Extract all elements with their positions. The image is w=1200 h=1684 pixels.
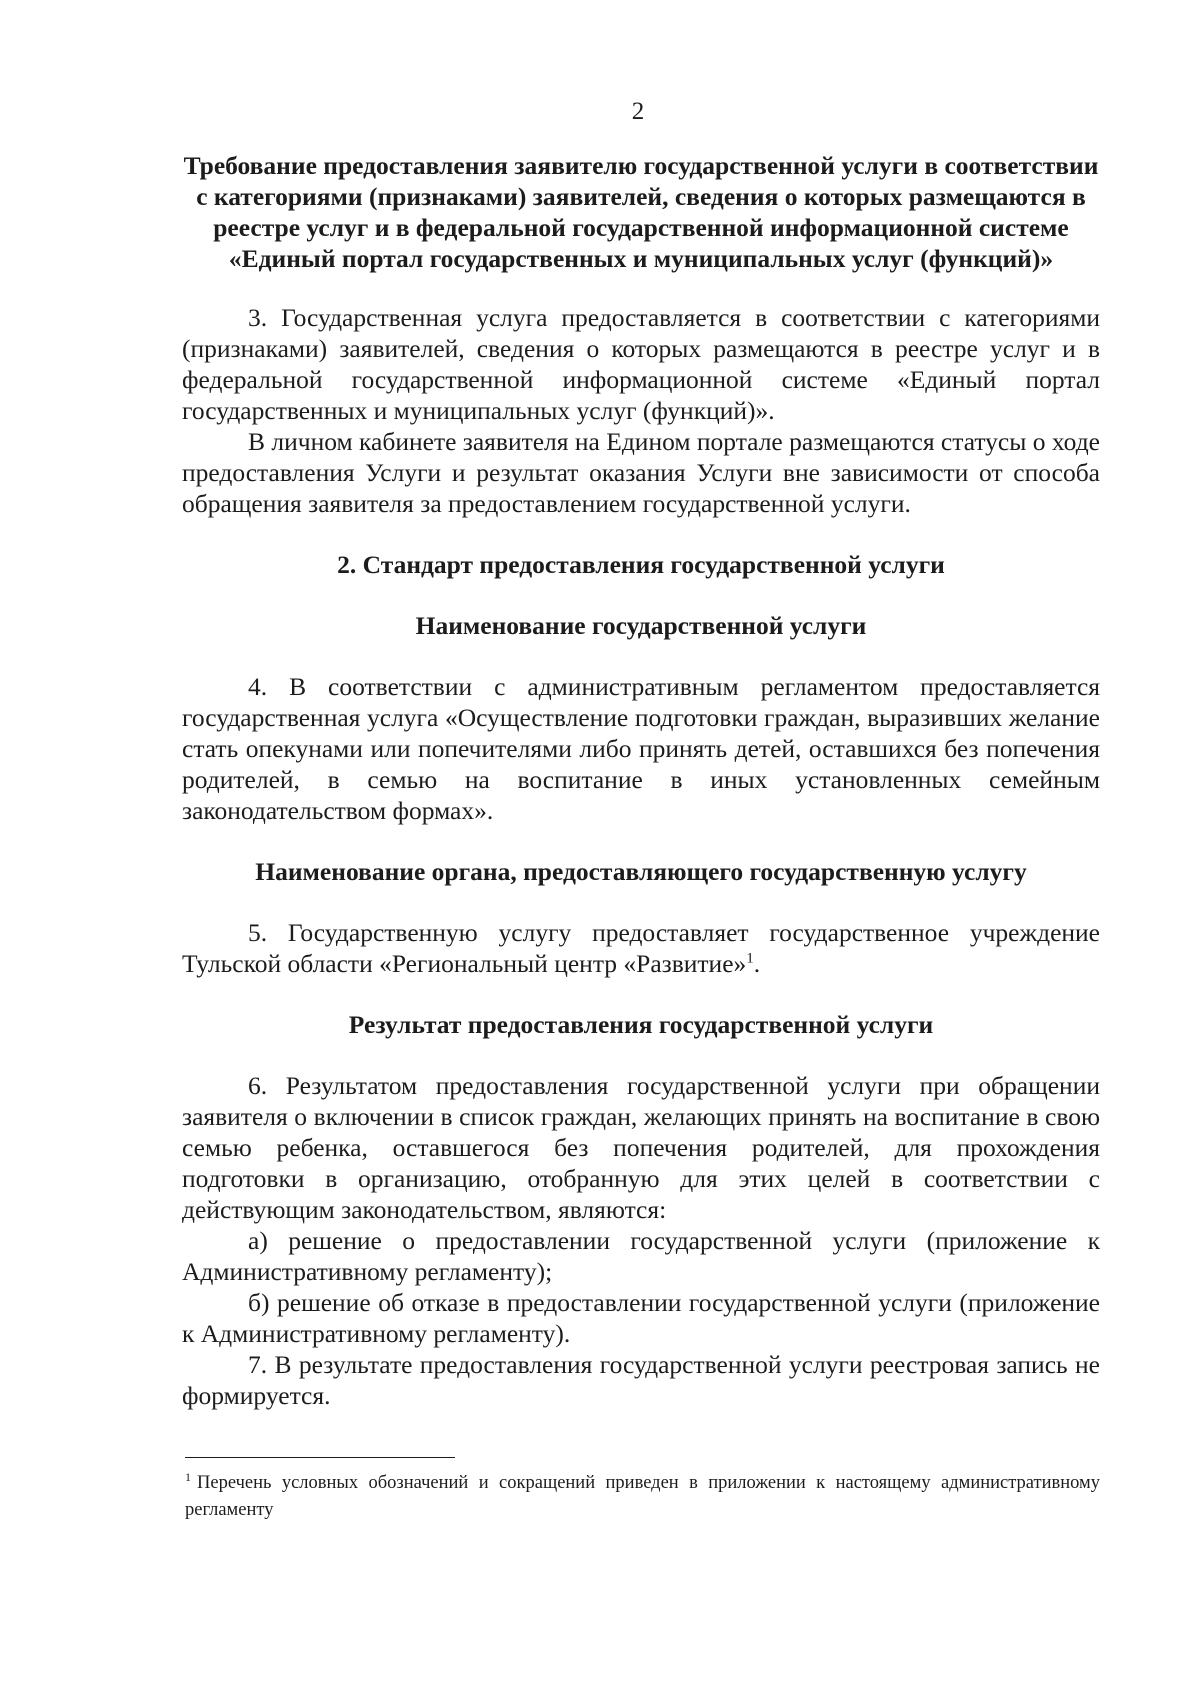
paragraph-4: 4. В соответствии с административным регламентом предоставляется государственная услуга «Осуществление подготовки граждан, выразивших желание стать опекунами или попечителями либо принять детей, оставшихся без попечения родителей, в семью на воспитание в иных установленных семейным законодательством формах».	[182, 672, 1100, 825]
footnote-divider	[185, 1457, 455, 1458]
paragraph-5-text: 5. Государственную услугу предоставляет государственное учреждение Тульской области «Региональный центр «Развитие»	[182, 918, 1100, 978]
paragraph-3: 3. Государственная услуга предоставляется в соответствии с категориями (признаками) заявителей, сведения о которых размещаются в реестре услуг и в федеральной государственной информационной системе «Единый портал государственных и муниципальных услуг (функций)».	[182, 303, 1100, 425]
organ-heading: Наименование органа, предоставляющего государственную услугу	[255, 857, 1027, 886]
service-name-heading: Наименование государственной услуги	[415, 611, 867, 640]
page-number: 2	[631, 98, 645, 125]
result-heading: Результат предоставления государственной услуги	[348, 1010, 934, 1039]
footnote	[185, 1470, 1100, 1524]
paragraph-6b: б) решение об отказе в предоставлении государственной услуги (приложение к Административному регламенту).	[182, 1288, 1100, 1348]
document-title: Требование предоставления заявителю государственной услуги в соответствии с категориями (признаками) заявителей, сведения о которых размещаются в реестре услуг и в федеральной государственной информационной системе «Единый портал государственных и муниципальных услуг (функций)»	[183, 151, 1099, 273]
footnote-mark: 1	[185, 1469, 191, 1484]
paragraph-6: 6. Результатом предоставления государственной услуги при обращении заявителя о включении в список граждан, желающих принять на воспитание в свою семью ребенка, оставшегося без попечения родителей, для прохождения подготовки в организацию, отобранную для этих целей в соответствии с действующим законодательством, являются:	[182, 1071, 1100, 1224]
section-2-heading: 2. Стандарт предоставления государственной услуги	[337, 550, 945, 579]
paragraph-6a: а) решение о предоставлении государственной услуги (приложение к Административному регламенту);	[182, 1226, 1100, 1286]
paragraph-5	[182, 917, 1100, 979]
paragraph-personal-cabinet: В личном кабинете заявителя на Едином портале размещаются статусы о ходе предоставления Услуги и результат оказания Услуги вне зависимости от способа обращения заявителя за предоставлением государственной услуги.	[182, 427, 1100, 518]
paragraph-5-end: .	[753, 949, 761, 978]
document-body	[182, 150, 1100, 1411]
footnote-reference[interactable]: 1	[746, 950, 754, 967]
paragraph-7: 7. В результате предоставления государственной услуги реестровая запись не формируется.	[182, 1350, 1100, 1410]
footnote-text: Перечень условных обозначений и сокращений приведен в приложении к настоящему административному регламенту	[185, 1473, 1100, 1520]
